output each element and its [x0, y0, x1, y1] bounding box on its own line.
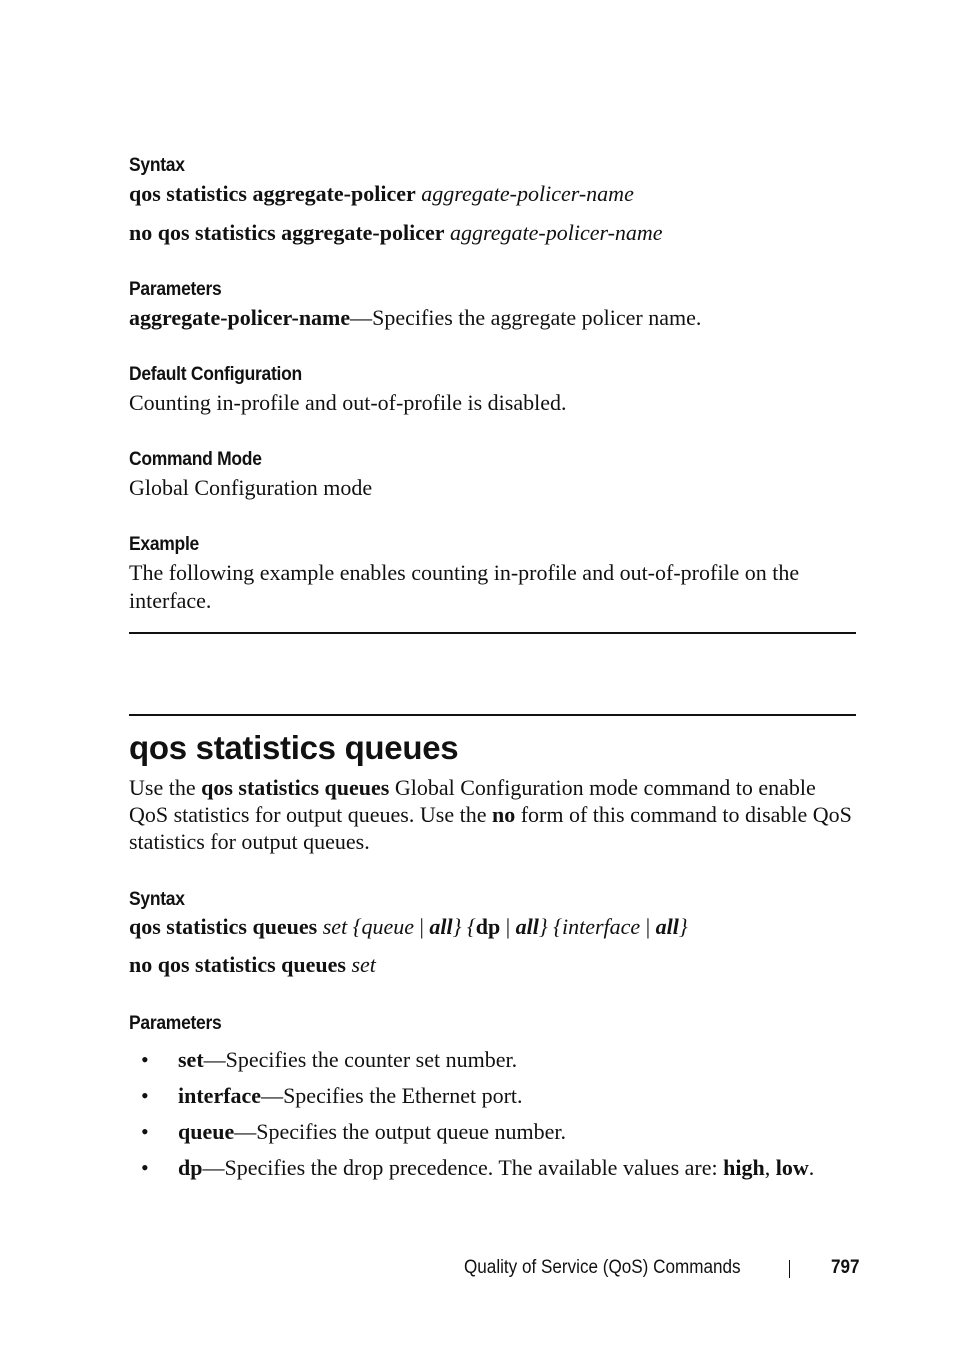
intro-text: Use the [129, 775, 202, 800]
section-start-rule [129, 714, 856, 716]
intro-no-keyword: no [491, 802, 516, 827]
syntax-keyword: dp [475, 914, 501, 939]
parameters-heading: Parameters [129, 1013, 222, 1034]
parameter-name: set [178, 1047, 204, 1072]
intro-command: qos statistics queues [201, 775, 390, 800]
section-end-rule [129, 632, 856, 634]
syntax-separator: | [419, 914, 424, 939]
example-heading: Example [129, 534, 199, 555]
command-argument: aggregate-policer-name [421, 181, 634, 206]
parameter-name: aggregate-policer-name [129, 305, 351, 330]
value-keyword: low [775, 1155, 809, 1180]
parameter-text: —Specifies the aggregate policer name. [350, 305, 702, 330]
list-item [129, 1118, 856, 1154]
list-item [129, 1046, 856, 1082]
command-name: qos statistics aggregate-policer [129, 181, 416, 206]
intro-text: Global Configuration mode command to enable QoS statistics for output queues. Use the [129, 775, 816, 827]
default-configuration-text: Counting in-profile and out-of-profile is disabled. [129, 390, 567, 415]
parameter-text: —Specifies the output queue number. [234, 1119, 567, 1144]
syntax-line [129, 913, 856, 940]
sentence-end: . [808, 1155, 815, 1180]
parameter-text: —Specifies the Ethernet port. [261, 1083, 523, 1108]
section-aggregate-policer [129, 150, 856, 615]
bullet-icon: • [141, 1155, 149, 1180]
syntax-part: } { [452, 914, 476, 939]
example-text: The following example enables counting in-profile and out-of-profile on the interface. [129, 560, 800, 613]
command-argument: aggregate-policer-name [450, 220, 663, 245]
parameters-heading: Parameters [129, 279, 222, 300]
parameter-name: queue [178, 1119, 235, 1144]
intro-text: form of this command to disable QoS statistics for output queues. [129, 802, 852, 854]
value-separator: , [764, 1155, 776, 1180]
syntax-line [129, 219, 856, 246]
syntax-part: } [678, 914, 688, 939]
command-name: no qos statistics aggregate-policer [129, 220, 445, 245]
bullet-icon: • [141, 1083, 149, 1108]
command-name: no qos statistics queues [129, 952, 346, 977]
syntax-line [129, 951, 856, 978]
footer-chapter-title: Quality of Service (QoS) Commands [464, 1257, 741, 1278]
page-title: qos statistics queues [129, 729, 459, 766]
syntax-heading: Syntax [129, 155, 185, 176]
list-item [129, 1154, 856, 1190]
syntax-keyword: all [515, 914, 539, 939]
command-name: qos statistics queues [129, 914, 318, 939]
bullet-icon: • [141, 1047, 149, 1072]
page-number: 797 [831, 1257, 860, 1278]
parameter-name: dp [178, 1155, 203, 1180]
command-mode-text: Global Configuration mode [129, 475, 373, 500]
page-footer [464, 1255, 864, 1281]
parameters-list [129, 1046, 856, 1190]
syntax-part: set {queue [317, 914, 420, 939]
syntax-separator: | [505, 914, 511, 939]
command-argument: set [351, 952, 376, 977]
syntax-part: } {interface [538, 914, 646, 939]
footer-separator [789, 1260, 790, 1278]
list-item [129, 1082, 856, 1118]
intro-paragraph [129, 774, 856, 855]
parameter-name: interface [178, 1083, 262, 1108]
bullet-icon: • [141, 1119, 149, 1144]
parameter-text: —Specifies the drop precedence. The available values are: [202, 1155, 724, 1180]
default-configuration-heading: Default Configuration [129, 364, 302, 385]
parameter-description [129, 304, 856, 331]
syntax-keyword: all [429, 914, 453, 939]
syntax-line [129, 180, 856, 207]
parameter-text: —Specifies the counter set number. [203, 1047, 518, 1072]
syntax-heading: Syntax [129, 889, 185, 910]
syntax-separator: | [645, 914, 651, 939]
value-keyword: high [723, 1155, 765, 1180]
command-mode-heading: Command Mode [129, 449, 262, 470]
syntax-keyword: all [655, 914, 679, 939]
